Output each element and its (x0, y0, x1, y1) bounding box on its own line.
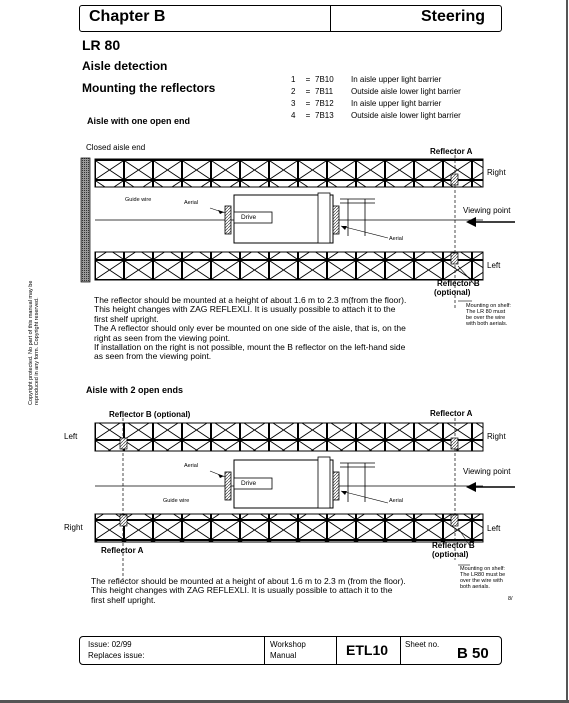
left-label: Left (64, 432, 78, 441)
aerial-label: Aerial (389, 498, 404, 504)
viewing-arrow-head-2 (466, 482, 476, 492)
lower-rack-row (95, 252, 483, 280)
case2-heading: Aisle with 2 open ends (86, 385, 184, 395)
reflector-a-2 (451, 438, 458, 449)
aerial-label: Aerial (184, 200, 199, 206)
reflector-b-optional-label: Reflector B (optional) (109, 410, 191, 419)
truck-case2 (210, 457, 388, 508)
topic-title: Steering (421, 8, 486, 25)
issue-label: Issue: 02/99 (88, 640, 132, 649)
aerial-label: Aerial (389, 236, 404, 242)
viewing-point-label: Viewing point (463, 467, 511, 476)
reflector-b (451, 253, 458, 264)
sheet-number: B 50 (457, 645, 489, 662)
aerial-label: Aerial (184, 463, 199, 469)
model-heading: LR 80 (82, 37, 121, 53)
drive-label: Drive (241, 214, 257, 221)
legend-row: 3 = 7B12 In aisle upper light barrier (291, 99, 442, 108)
reflector-b-opt-2 (120, 438, 127, 449)
guide-wire-label: Guide wire (163, 498, 190, 504)
optional-label: (optional) (434, 288, 471, 297)
workshop-label: Workshop (270, 640, 306, 649)
closed-end-wall (81, 158, 90, 282)
footer-divider (400, 637, 401, 664)
manual-label: Manual (270, 651, 297, 660)
truck-case1 (210, 193, 388, 243)
legend-row: 4 = 7B13 Outside aisle lower light barrier (291, 111, 461, 120)
lower-rack-row-2 (95, 514, 483, 542)
document-code: ETL10 (346, 642, 389, 658)
page-mark: 8/ (508, 596, 513, 602)
sheet-label: Sheet no. (405, 640, 440, 649)
footer-divider (336, 637, 337, 664)
copyright-notice: Copyright protected. No part of this manual may be reproduced in any form. Copyright reserved. (28, 280, 41, 405)
case2-text: The reflector should be mounted at a height of about 1.6 m to 2.3 m (from the floor). This height changes with ZAG REFLEXLI. It is usually possible to attach it to the first shelf upright. (91, 576, 406, 605)
page-edge-right (566, 0, 568, 703)
drive-label: Drive (241, 480, 257, 487)
subsection-heading: Mounting the reflectors (82, 81, 216, 95)
reflector-b-bottom-2 (451, 515, 458, 526)
left-label: Left (487, 261, 501, 270)
left-label: Left (487, 524, 501, 533)
footer-divider (264, 637, 265, 664)
reflector-a (451, 174, 458, 185)
viewing-point-label: Viewing point (463, 206, 511, 215)
reflector-b-label: Reflector B (432, 541, 475, 550)
reflector-b-label: Reflector B (437, 279, 480, 288)
case1-heading: Aisle with one open end (87, 116, 191, 126)
right-label: Right (64, 523, 83, 532)
optional-label: (optional) (432, 550, 469, 559)
reflector-a-label: Reflector A (430, 147, 473, 156)
guide-wire-label: Guide wire (125, 197, 152, 203)
chapter-title: Chapter B (89, 8, 166, 25)
legend-row: 2 = 7B11 Outside aisle lower light barrier (291, 87, 461, 96)
reflector-a-bottom-2 (120, 515, 127, 526)
right-label: Right (487, 432, 506, 441)
legend-row: 1 = 7B10 In aisle upper light barrier (291, 75, 442, 84)
reflector-a-label: Reflector A (101, 546, 144, 555)
viewing-arrow-head (466, 217, 476, 227)
upper-rack-row-2 (95, 423, 483, 451)
footer-box (79, 636, 502, 665)
replaces-label: Replaces issue: (88, 651, 145, 660)
right-label: Right (487, 168, 506, 177)
upper-rack-row (95, 159, 483, 187)
section-heading: Aisle detection (82, 59, 168, 73)
mounting-note: Mounting on shelf: The LR80 must be over the wire with both aerials. (460, 566, 506, 590)
reflector-a-label: Reflector A (430, 409, 473, 418)
mounting-note: Mounting on shelf: The LR 80 must be over the wire with both aerials. (466, 303, 511, 327)
case1-text: The reflector should be mounted at a height of about 1.6 m to 2.3 m(from the floor). This height changes with ZAG REFLEXLI. It is usually possible to attach it to the first shelf upright. The A reflector should only ever be mounted on one side of the aisle, that is, on the right as seen from the viewing point. If installation on the right is not possible, mount the B reflector on the left-hand side as seen from the viewing point. (94, 295, 407, 362)
closed-end-label: Closed aisle end (86, 143, 146, 152)
